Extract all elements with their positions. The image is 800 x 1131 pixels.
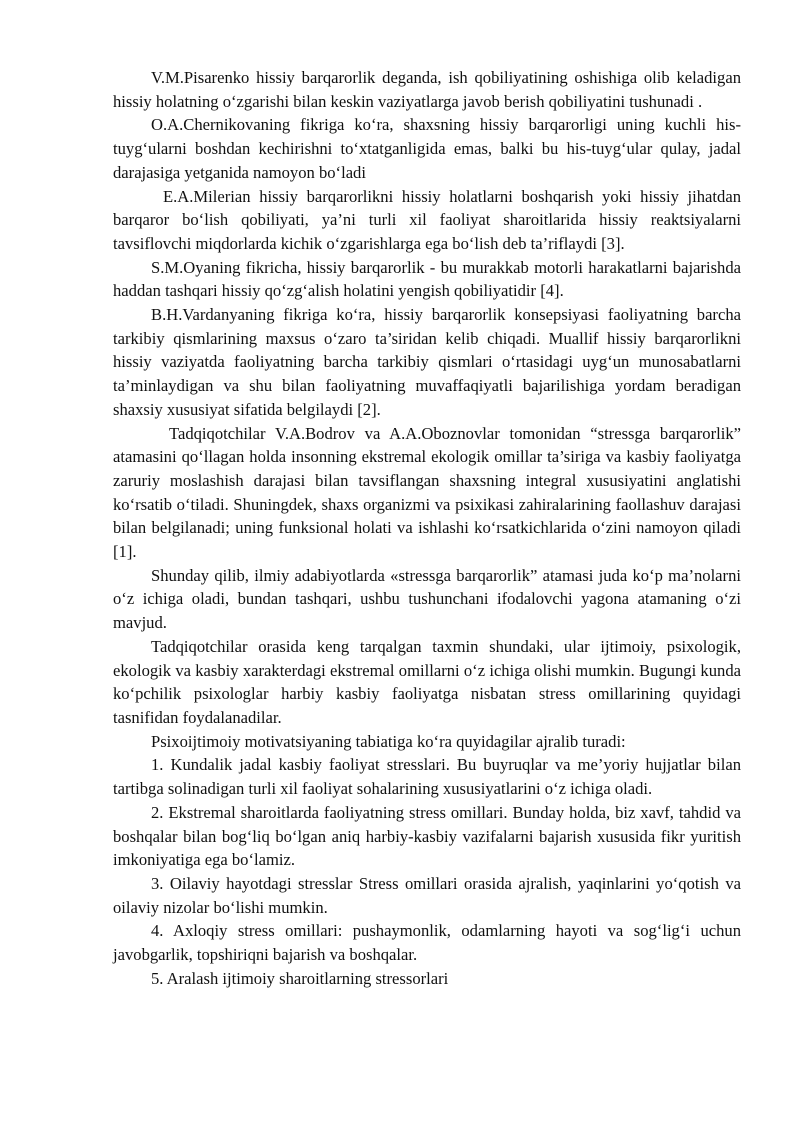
list-item-5: 5. Aralash ijtimoiy sharoitlarning stressorlari <box>151 968 449 988</box>
paragraph-researchers: Tadqiqotchilar orasida keng tarqalgan taxmin shundaki, ular ijtimoiy, psixologik, ekologik va kasbiy xarakterdagi ekstremal omillarni o‘z ichiga olishi mumkin. Bugungi kunda ko‘pchilik psixologlar harbiy kasbiy faoliyatga nisbatan stress omillarining quyidagi tasnifidan foydalanadilar. <box>113 636 741 727</box>
document-page <box>113 66 741 990</box>
paragraph-conclusion: Shunday qilib, ilmiy adabiyotlarda «stressga barqarorlik” atamasi juda ko‘p ma’nolarni o‘z ichiga oladi, bundan tashqari, ushbu tushunchani ifodalovchi yagona atamaning o‘zi mavjud. <box>113 565 741 633</box>
list-item-3: 3. Oilaviy hayotdagi stresslar Stress omillari orasida ajralish, yaqinlarini yo‘qotish va oilaviy nizolar bo‘lishi mumkin. <box>113 873 741 917</box>
list-item-2: 2. Ekstremal sharoitlarda faoliyatning stress omillari. Bunday holda, biz xavf, tahdid va boshqalar bilan bog‘liq bo‘lgan aniq harbiy-kasbiy vazifalarni bajarish xususida fikr yuritish imkoniyatiga ega bo‘lamiz. <box>113 802 741 870</box>
paragraph-oya: S.M.Oyaning fikricha, hissiy barqarorlik - bu murakkab motorli harakatlarni bajarishda haddan tashqari hissiy qo‘zg‘alish holatini yengish qobiliyatidir [4]. <box>113 257 741 301</box>
list-item-4: 4. Axloqiy stress omillari: pushaymonlik, odamlarning hayoti va sog‘lig‘i uchun javobgarlik, topshiriqni bajarish va boshqalar. <box>113 921 741 965</box>
paragraph-pisarenko: V.M.Pisarenko hissiy barqarorlik deganda, ish qobiliyatining oshishiga olib keladigan hissiy holatning o‘zgarishi bilan keskin vaziyatlarga javob berish qobiliyatini tushunadi . <box>113 68 741 111</box>
paragraph-classification-intro: Psixoijtimoiy motivatsiyaning tabiatiga ko‘ra quyidagilar ajralib turadi: <box>151 731 626 751</box>
paragraph-milerian: E.A.Milerian hissiy barqarorlikni hissiy holatlarni boshqarish yoki hissiy jihatdan barqaror bo‘lish qobiliyati, ya’ni turli xil faoliyat sharoitlarida hissiy reaktsiyalarni tavsiflovchi miqdorlarda kichik o‘zgarishlarga ega bo‘lish deb ta’riflaydi [3]. <box>113 186 741 253</box>
paragraph-chernikova: O.A.Chernikovaning fikriga ko‘ra, shaxsning hissiy barqarorligi uning kuchli his-tuyg‘ularni boshdan kechirishni to‘xtatganligida emas, balki bu his-tuyg‘ular qulay, jadal darajasiga yetganida namoyon bo‘ladi <box>113 115 741 182</box>
paragraph-bodrov-oboznov: Tadqiqotchilar V.A.Bodrov va A.A.Oboznovlar tomonidan “stressga barqarorlik” atamasini qo‘llagan holda insonning ekstremal ekologik omillar ta’siriga va kasbiy faoliyatga zaruriy moslashish darajasi bilan tavsiflangan shaxsning integral xususiyatini anglatishi ko‘rsatib o‘tiladi. Shuningdek, shaxs organizmi va psixikasi zahiralarining faollashuv darajasi bilan belgilanadi; uning funksional holati va ishlashi ko‘rsatkichlarida o‘zini namoyon qiladi [1]. <box>113 423 741 562</box>
paragraph-vardanyan: B.H.Vardanyaning fikriga ko‘ra, hissiy barqarorlik konsepsiyasi faoliyatning barcha tarkibiy qismlarining maxsus o‘zaro ta’siridan kelib chiqadi. Muallif hissiy barqarorlikni hissiy vaziyatda faoliyatning barcha tarkibiy qismlari o‘rtasidagi uyg‘un munosabatlarni ta’minlaydigan va shu bilan faoliyatning muvaffaqiyatli bajarilishiga yordam beradigan shaxsiy xususiyat sifatida belgilaydi [2]. <box>113 305 741 419</box>
list-item-1: 1. Kundalik jadal kasbiy faoliyat stresslari. Bu buyruqlar va me’yoriy hujjatlar bilan tartibga solinadigan turli xil faoliyat sohalarining xususiyatlarini o‘z ichiga oladi. <box>113 755 741 799</box>
